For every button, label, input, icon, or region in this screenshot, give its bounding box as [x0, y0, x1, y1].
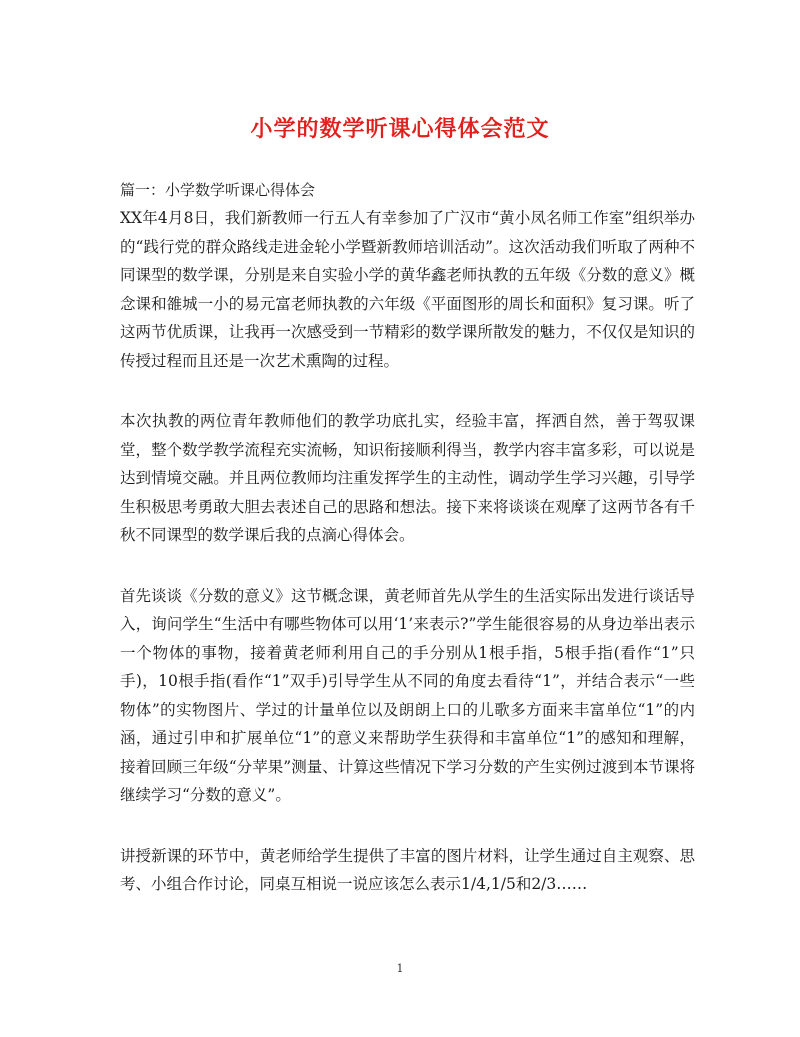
paragraph-1: XX年4月8日，我们新教师一行五人有幸参加了广汉市“黄小凤名师工作室”组织举办的“践行党的群众路线走进金轮小学暨新教师培训活动”。这次活动我们听取了两种不同课型的数学课，分别是来自实验小学的黄华鑫老师执教的五年级《分数的意义》概念课和雒城一小的易元富老师执教的六年级《平面图形的周长和面积》复习课。听了这两节优质课，让我再一次感受到一节精彩的数学课所散发的魅力，不仅仅是知识的传授过程而且还是一次艺术熏陶的过程。 — [120, 209, 695, 370]
document-title: 小学的数学听课心得体会范文 — [250, 116, 550, 142]
paragraph-3: 首先谈谈《分数的意义》这节概念课，黄老师首先从学生的生活实际出发进行谈话导入，询问学生“生活中有哪些物体可以用‘1’来表示?”学生能很容易的从身边举出表示一个物体的事物，接着黄老师利用自己的手分别从1根手指，5根手指(看作“1”只手)，10根手指(看作“1”双手)引导学生从不同的角度去看待“1”，并结合表示“一些物体”的实物图片、学过的计量单位以及朗朗上口的儿歌多方面来丰富单位“1”的内涵，通过引申和扩展单位“1”的意义来帮助学生获得和丰富单位“1”的感知和理解，接着回顾三年级“分苹果”测量、计算这些情况下学习分数的产生实例过渡到本节课将继续学习“分数的意义”。 — [120, 586, 695, 804]
document-body — [120, 176, 695, 931]
section-heading: 篇一：小学数学听课心得体会 — [120, 181, 316, 199]
paragraph-4: 讲授新课的环节中，黄老师给学生提供了丰富的图片材料，让学生通过自主观察、思考、小组合作讨论，同桌互相说一说应该怎么表示1/4,1/5和2/3…… — [120, 846, 695, 893]
paragraph-2: 本次执教的两位青年教师他们的教学功底扎实，经验丰富，挥洒自然，善于驾驭课堂，整个数学教学流程充实流畅，知识衔接顺利得当，教学内容丰富多彩，可以说是达到情境交融。并且两位教师均注重发挥学生的主动性，调动学生学习兴趣，引导学生积极思考勇敢大胆去表述自己的思路和想法。接下来将谈谈在观摩了这两节各有千秋不同课型的数学课后我的点滴心得体会。 — [120, 412, 695, 544]
page-number: 1 — [396, 962, 404, 975]
